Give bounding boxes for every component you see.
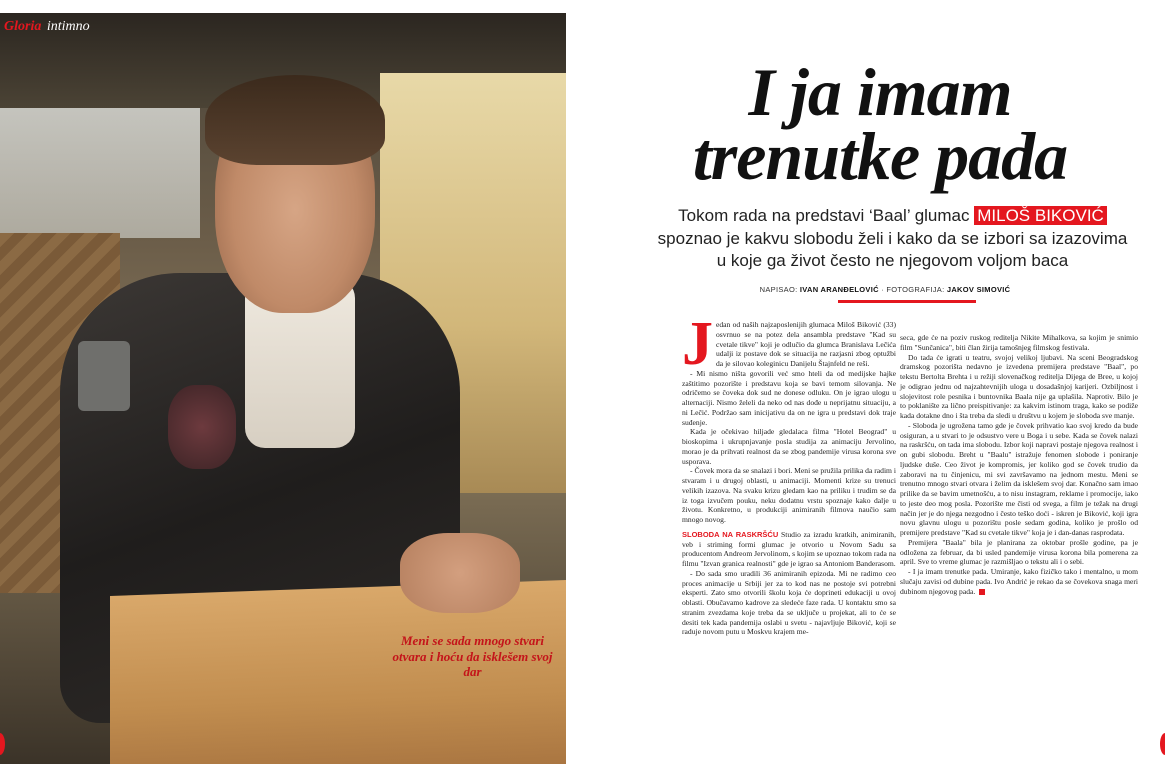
byline-photographer: JAKOV SIMOVIĆ: [946, 285, 1011, 294]
article-paragraph: Do tada će igrati u teatru, svojoj velikoj ljubavi. Na sceni Beogradskog dramskog pozorišta nedavno je izvedena premijera predstave "Baal", po tekstu Bertolta Brehta i u režiji slovenačkog reditelja Dijega de Bree, u kojoj je odigrao jednu od najzahtevnijih uloga u dosadašnjoj karijeri. Ozbiljnost i slojevitost role pesnika i buntovnika Baala nije ga uplašila. Naprotiv. Bilo je to poklanište za lično preispitivanje: za kakvim istinom traga, kako se podiže kada dotakne dno i šta treba da sledi u društvu u kojem je sloboda sve manje.: [900, 352, 1138, 420]
byline: [700, 285, 1070, 294]
article-paragraph-with-subhead: [682, 530, 896, 569]
article-paragraph: Studio za izradu kratkih, animiranih, veb i striming formi glumac je otvorio u Novom Sadu sa producentom Andreom Jervolinom, s kojim se upoznao tokom rada na filmu "Izvan granica realnosti" gde je igrao sa Antoniom Banderasom.: [682, 529, 896, 568]
photo-hair: [205, 75, 385, 165]
byline-separator: ·: [881, 285, 887, 294]
page-marker-right: [1160, 733, 1165, 755]
article-paragraph: - I ja imam trenutke pada. Umiranje, kako fizičko tako i mentalno, u mom slučaju zavisi od dubine pada. Ivo Andrić je rekao da se čovekova snaga meri dubinom njegovog pada.: [900, 567, 1138, 596]
byline-wrote-label: NAPISAO:: [759, 285, 798, 294]
headline-line-1: I ja imam: [748, 54, 1012, 130]
article-column-2: [900, 333, 1138, 596]
article-paragraph: Premijera "Baala" bila je planirana za oktobar prošle godine, pa je odložena za februar, da bi usled pandemije virusa korona bila pomerena za april. Sve to vreme glumac je razmišljao o tekstu ali i o sebi.: [900, 537, 1138, 567]
photo-jacket-patch: [78, 341, 130, 411]
byline-rule: [838, 300, 976, 303]
lead-name-highlight: MILOŠ BIKOVIĆ: [974, 206, 1107, 225]
article-paragraph: - Sloboda je ugrožena tamo gde je čovek prihvatio kao svoj kredo da bude osiguran, a u stvari to je odsustvo vere u Boga i u sebe. Kada se čovek nalazi na raskršću, on tada ima slobodu. Izbor koji napravi postaje njegova realnost i on gubi slobodu. Breht u "Baalu" istražuje fenomen slobode i poniranje ljudske duše. Ceo život je kompromis, jer koliko god se čovek trudio da zaboravi na tu činjenicu, mi svi završavamo na jednom mestu. Meni se trenutno mnogo stvari otvara i želim da isklešem svoj dar. Konačno sam imao prilike da se bavim umetnošću, a to nisu instagram, reklame i promocije, iako to jeste deo mog posla. Pozorište me čisti od svega, a film je težak na drugi način jer je do njega nezgodno i često teško doći - iskren je Biković, koji igra novu glavnu ulogu u pozorištu posle sedam godina, koliko je prošlo od premijere predstave "Kad su cvetale tikve" koja je i dan-danas rasprodata.: [900, 420, 1138, 537]
article-paragraph: - Mi nismo ništa govorili već smo hteli da od medijske hajke zaštitimo pozorište i predstavu koja se bavi temom silovanja. Ne odričemo se čoveka dok sud ne donese odluku. On je igrao ulogu u alternaciji. Nismo želeli da neko od nas dođe u neprijatnu situaciju, a ni Lečić. Podržao sam inicijativu da on ne igra u predstavi dok traje suđenje.: [682, 368, 896, 427]
article-subhead: SLOBODA NA RASKRŠĆU: [682, 529, 779, 539]
lead-paragraph: [655, 205, 1130, 273]
end-mark-icon: [979, 589, 985, 595]
article-paragraph: seca, gde će na poziv ruskog reditelja Nikite Mihalkova, sa kojim je snimio film "Sunčanica", biti član žirija tamošnjeg filmskog festivala.: [900, 333, 1138, 352]
drop-cap: J: [682, 310, 713, 378]
photo-hand: [400, 533, 520, 613]
pull-quote: Meni se sada mnogo stvari otvara i hoću da isklešem svoj dar: [392, 633, 553, 679]
article-paragraph: - Do sada smo uradili 36 animiranih epizoda. Mi ne radimo ceo proces animacije u Srbiji jer za to kod nas ne postoje svi potrebni eksperti. Zato smo otvorili školu koja će doprineti edukaciji u ovoj oblasti. Obučavamo kadrove za sledeće faze rada. U kontaktu smo sa stranim zvezdama koje treba da se uključe u projekat, ali to će se desiti tek kada pandemija oslabi u svetu - najavljuje Biković, koji se raduje novom putu u Moskvu krajem me-: [682, 568, 896, 637]
byline-photo-label: FOTOGRAFIJA:: [886, 285, 945, 294]
byline-writer: IVAN ARANĐELOVIĆ: [799, 285, 879, 294]
headline: [600, 54, 1160, 194]
article-paragraph-final: [900, 567, 1138, 596]
photo-jacket-badge: [168, 385, 236, 469]
photo-window: [0, 108, 200, 238]
article-paragraph: Kada je očekivao hiljade gledalaca filma "Hotel Beograd" u bioskopima i ukrupnjavanje posla studija za animaciju Jervolino, morao je da prihvati realnost da se zbog pandemije virusa korona sve usporava.: [682, 427, 896, 466]
section-name: intimno: [46, 19, 90, 34]
headline-line-2: trenutke pada: [692, 118, 1068, 194]
magazine-brand: Gloria: [4, 19, 42, 34]
section-tag: [4, 19, 90, 35]
lead-before: Tokom rada na predstavi ‘Baal’ glumac: [678, 206, 970, 225]
article-paragraph: edan od naših najzaposlenijih glumaca Miloš Biković (33) osvrnuo se na potez dela ansambla predstave "Kad su cvetale tikve" koji je odlučio da glumca Branislava Lečića udalji iz postave dok se situacija ne razjasni zbog optužbi da je silovao koleginicu Danijelu Štajnfeld ne reši.: [716, 320, 896, 368]
article-paragraph: - Čovek mora da se snalazi i bori. Meni se pružila prilika da radim i stvaram i u drugoj oblasti, u animaciji. Momenti krize su trenuci velikih izazova. Na svaku krizu gledam kao na priliku i trudim se da iz toga izvučem pouku, neku dodatnu vrstu spoznaje kako dalje u životu. Konkretno, u produkciji animiranih filmova naučio sam mnogo novog.: [682, 466, 896, 524]
lead-after: spoznao je kakvu slobodu želi i kako da se izbori sa izazovima u koje ga život često ne njegovom voljom baca: [657, 228, 1128, 270]
article-column-1: [682, 310, 896, 637]
